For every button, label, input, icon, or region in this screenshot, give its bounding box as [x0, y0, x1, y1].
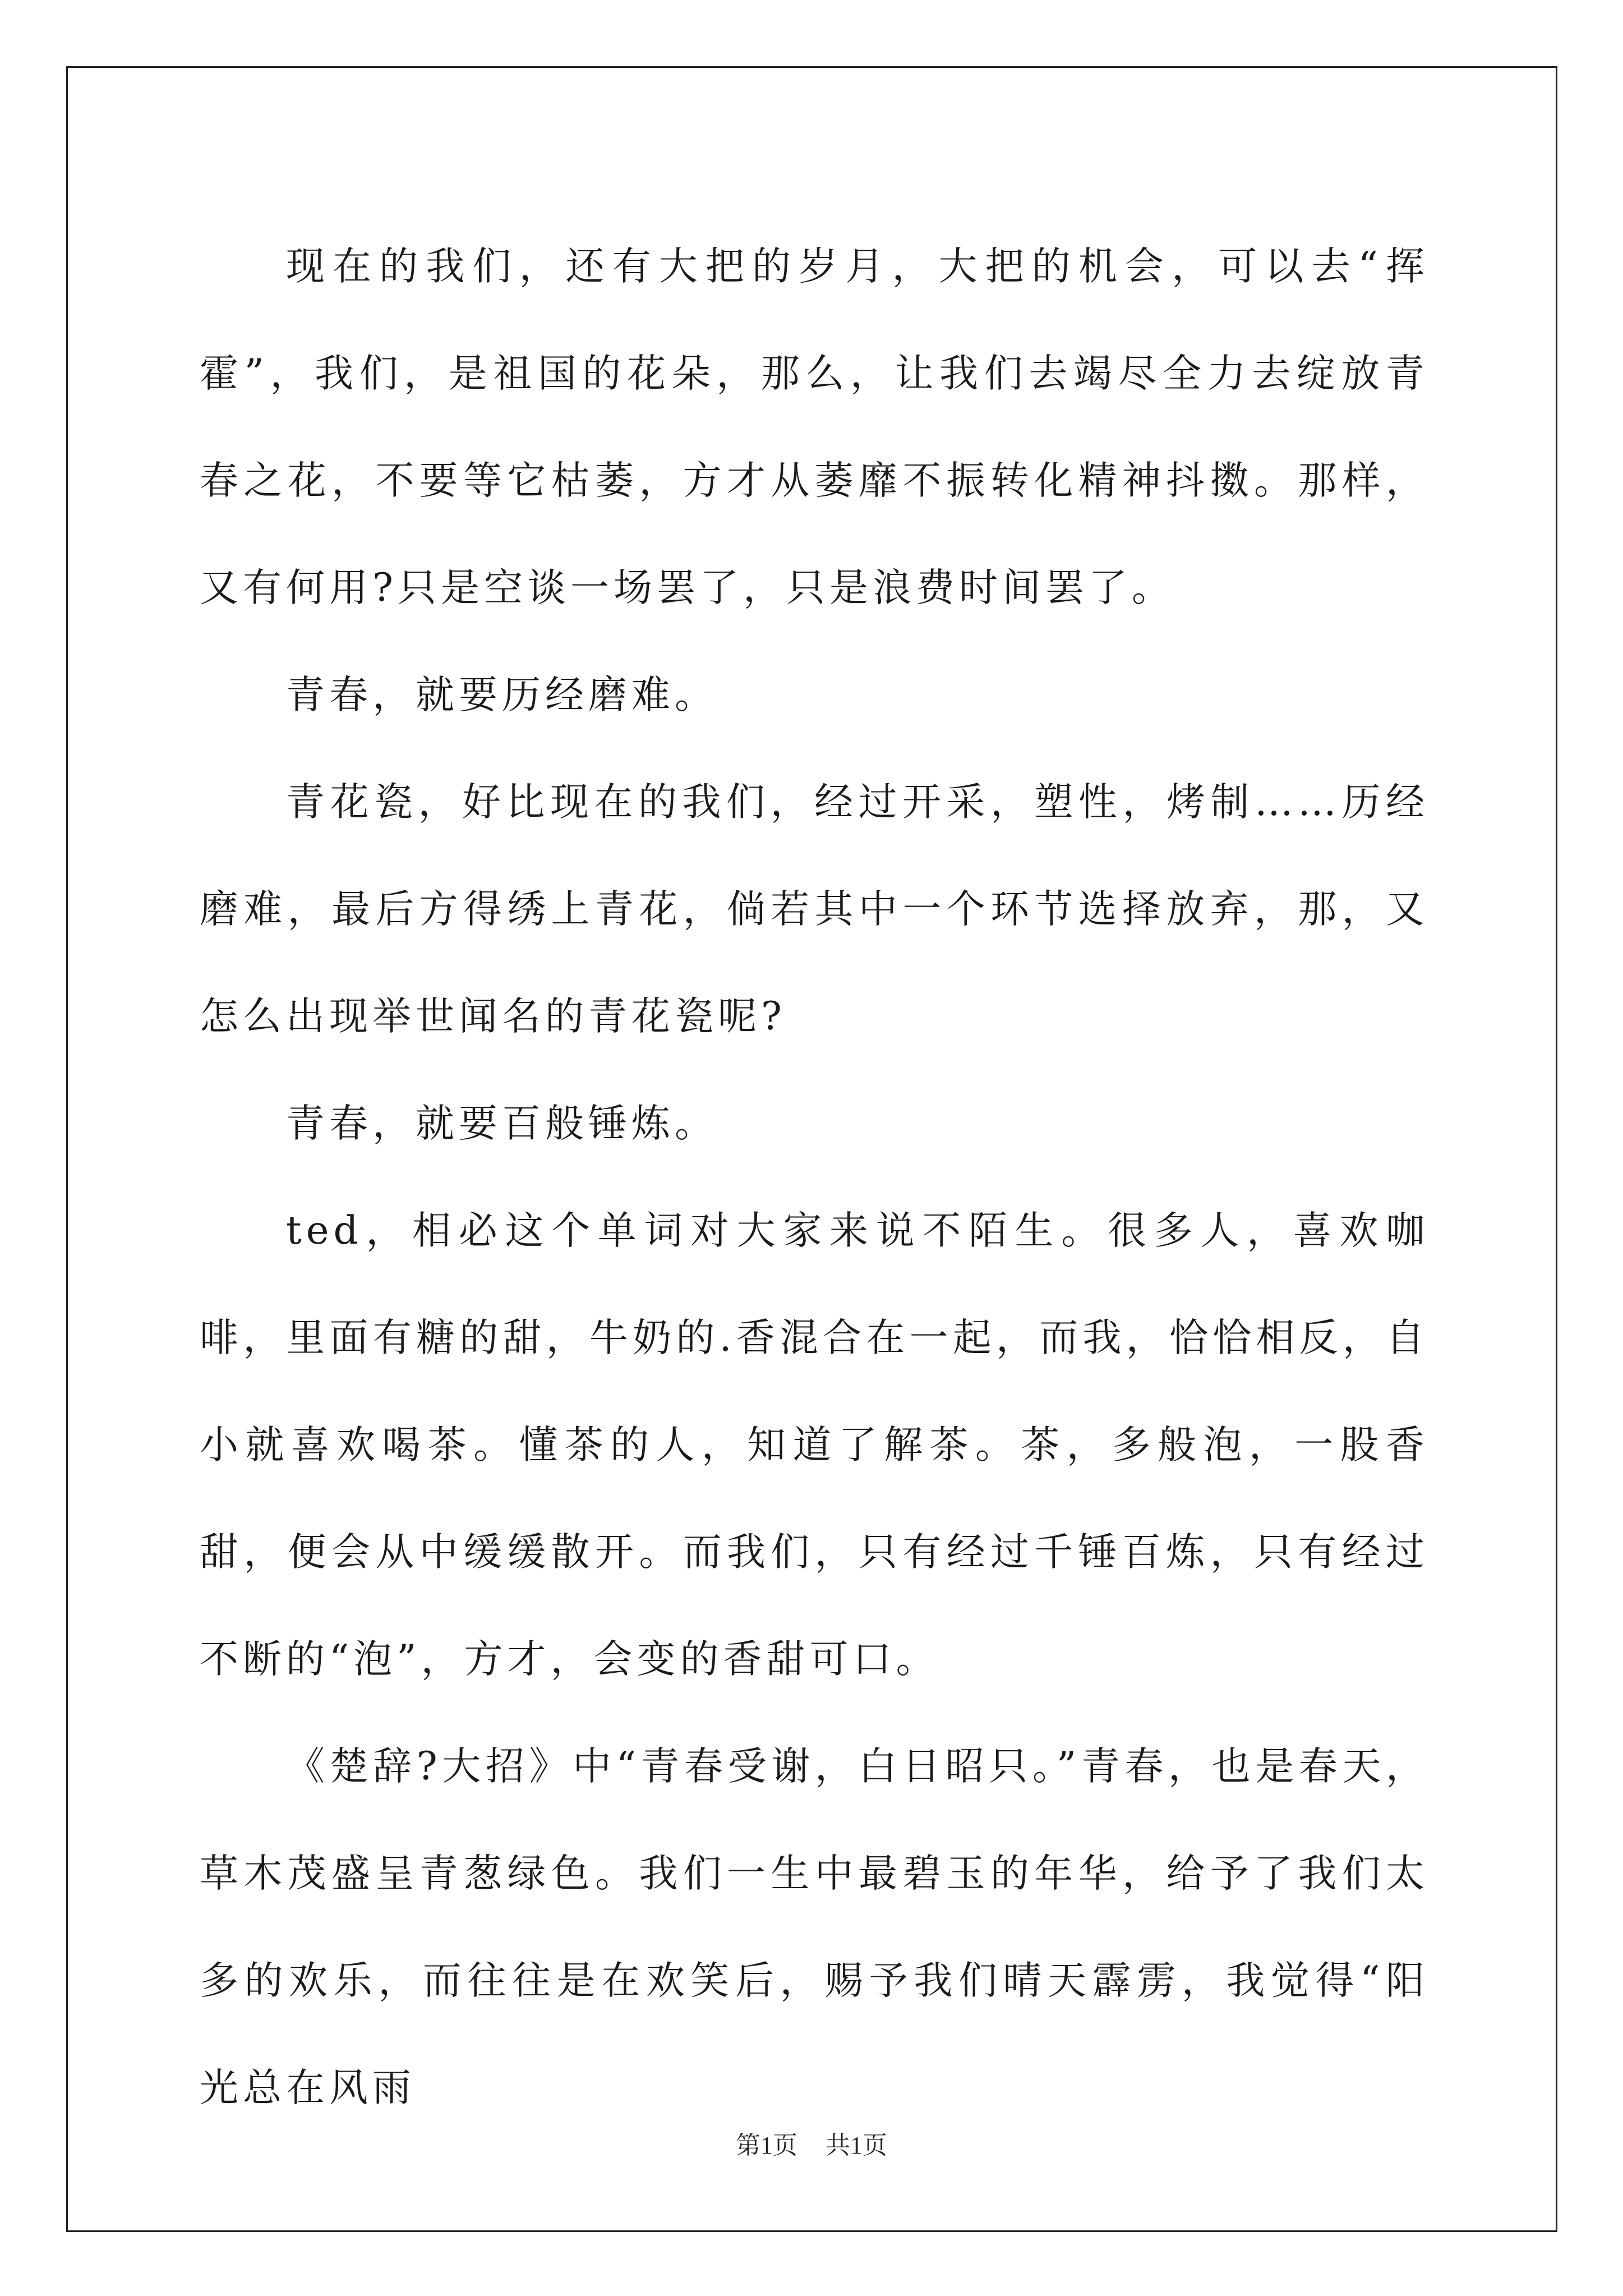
paragraph: 现在的我们，还有大把的岁月，大把的机会，可以去“挥霍”，我们，是祖国的花朵，那么，让我们去竭尽全力去绽放青春之花，不要等它枯萎，方才从萎靡不振转化精神抖擞。那样，又有何用?只是空谈一场罢了，只是浪费时间罢了。 [200, 244, 1429, 610]
paragraph: 青春，就要历经磨难。 [286, 673, 718, 717]
document-body [200, 213, 1429, 2142]
paragraph: 青花瓷，好比现在的我们，经过开采，塑性，烤制……历经磨难，最后方得绣上青花，倘若其中一个环节选择放弃，那，又怎么出现举世闻名的青花瓷呢? [200, 780, 1429, 1039]
page-footer [0, 2125, 1623, 2161]
paragraph: 青春，就要百般锤炼。 [286, 1101, 718, 1146]
page-number: 第1页 [736, 2132, 797, 2159]
paragraph: 《楚辞?大招》中“青春受谢，白日昭只。”青春，也是春天，草木茂盛呈青葱绿色。我们一生中最碧玉的年华，给予了我们太多的欢乐，而往往是在欢笑后，赐予我们晴天霹雳，我觉得“阳光总在风雨 [200, 1744, 1429, 2110]
paragraph: ted，相必这个单词对大家来说不陌生。很多人，喜欢咖啡，里面有糖的甜，牛奶的.香混合在一起，而我，恰恰相反，自小就喜欢喝茶。懂茶的人，知道了解茶。茶，多般泡，一股香甜，便会从中缓缓散开。而我们，只有经过千锤百炼，只有经过不断的“泡”，方才，会变的香甜可口。 [200, 1208, 1429, 1682]
page-total: 共1页 [826, 2132, 887, 2159]
